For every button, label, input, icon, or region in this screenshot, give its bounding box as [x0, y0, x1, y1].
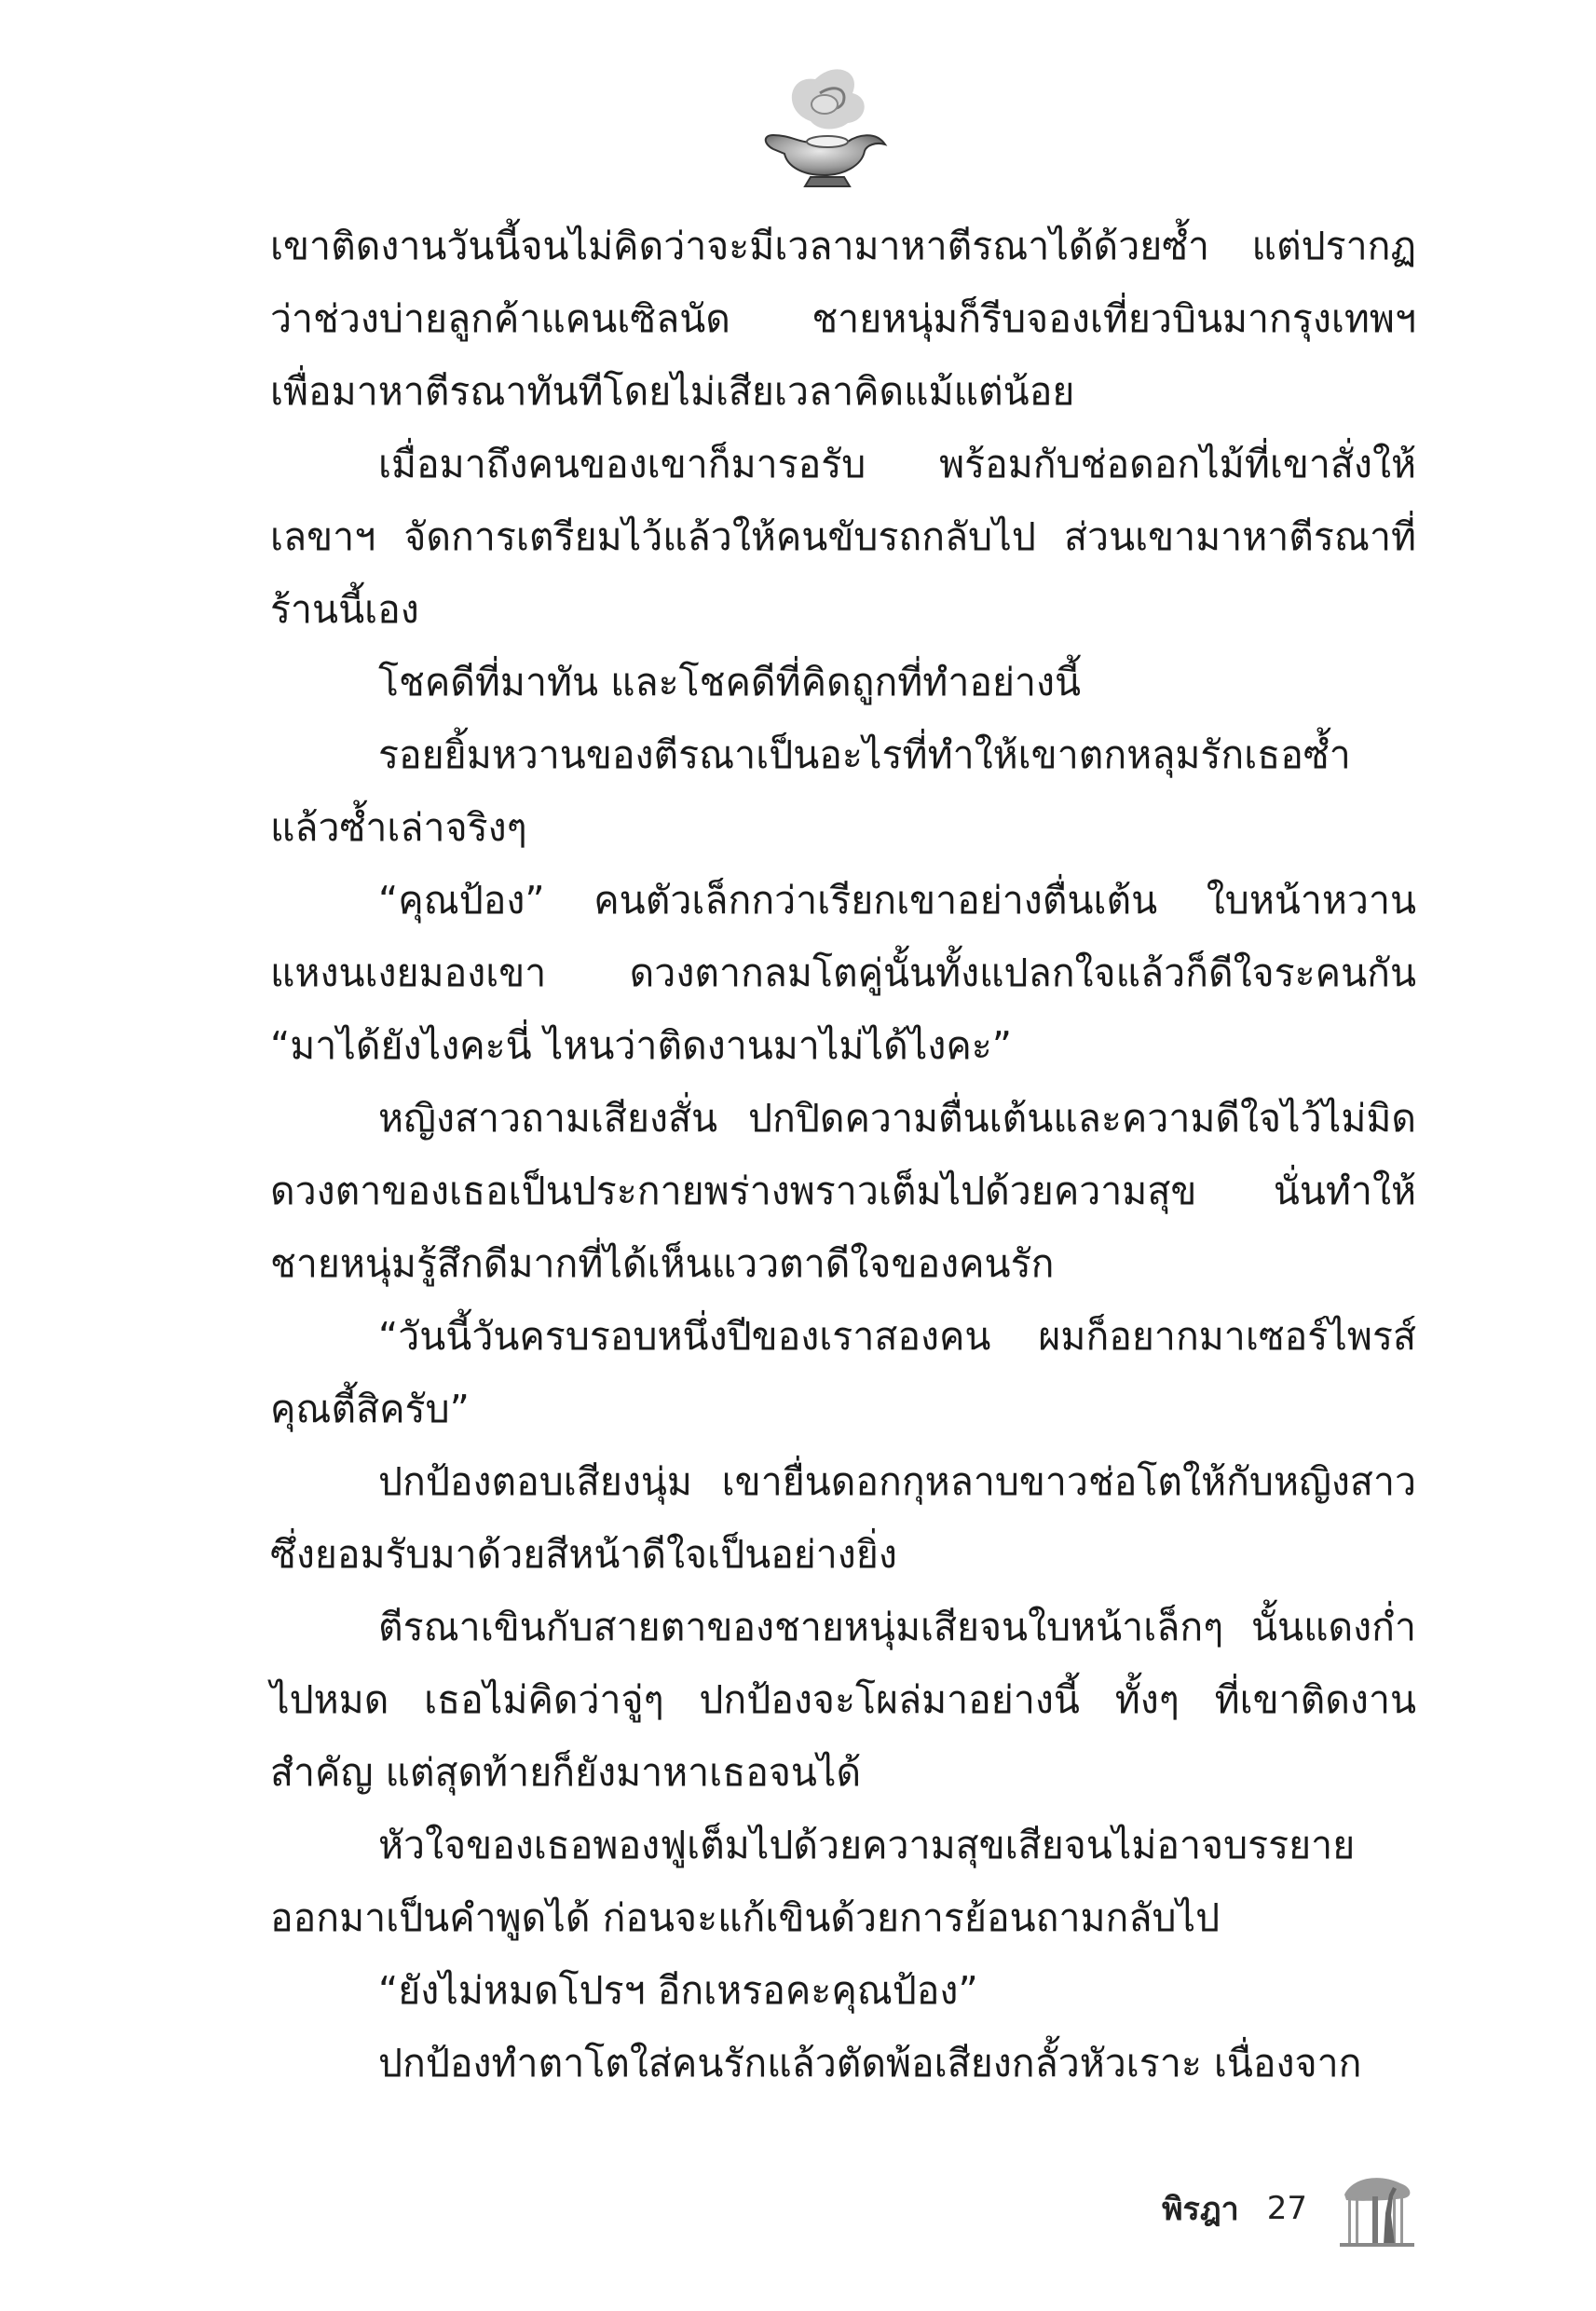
- paragraph-1: เขาติดงานวันนี้จนไม่คิดว่าจะมีเวลามาหาตีรณาได้ด้วยซ้ำ แต่ปรากฏว่าช่วงบ่ายลูกค้าแคนเซิลนัด ชายหนุ่มก็รีบจองเที่ยวบินมากรุงเทพฯ เพื่อมาหาตีรณาทันทีโดยไม่เสียเวลาคิดแม้แต่น้อย: [270, 224, 1416, 414]
- paragraph-4: รอยยิ้มหวานของตีรณาเป็นอะไรที่ทำให้เขาตกหลุมรักเธอซ้ำแล้วซ้ำเล่าจริงๆ: [270, 732, 1351, 850]
- giraffe-tree-icon: [1335, 2167, 1419, 2250]
- body-text: [270, 210, 1416, 2099]
- paragraph-5: “คุณป้อง” คนตัวเล็กกว่าเรียกเขาอย่างตื่นเต้น ใบหน้าหวานแหงนเงยมองเขา ดวงตากลมโตคู่นั้นทั้งแปลกใจแล้วก็ดีใจระคนกัน “มาได้ยังไงคะนี่ ไหนว่าติดงานมาไม่ได้ไงคะ”: [270, 878, 1416, 1068]
- paragraph-11: “ยังไม่หมดโปรฯ อีกเหรอคะคุณป้อง”: [378, 1968, 978, 2013]
- page-number: 27: [1266, 2190, 1307, 2227]
- paragraph-6: หญิงสาวถามเสียงสั่น ปกปิดความตื่นเต้นและความดีใจไว้ไม่มิด ดวงตาของเธอเป็นประกายพร่างพราวเต็มไปด้วยความสุข นั่นทำให้ชายหนุ่มรู้สึกดีมากที่ได้เห็นแววตาดีใจของคนรัก: [270, 1096, 1416, 1286]
- paragraph-3: โชคดีที่มาทัน และโชคดีที่คิดถูกที่ทำอย่างนี้: [378, 660, 1082, 704]
- paragraph-12: ปกป้องทำตาโตใส่คนรักแล้วตัดพ้อเสียงกลั้วหัวเราะ เนื่องจาก: [378, 2041, 1362, 2085]
- paragraph-10: หัวใจของเธอพองฟูเต็มไปด้วยความสุขเสียจนไม่อาจบรรยายออกมาเป็นคำพูดได้ ก่อนจะแก้เขินด้วยการย้อนถามกลับไป: [270, 1823, 1356, 1940]
- paragraph-9: ตีรณาเขินกับสายตาของชายหนุ่มเสียจนใบหน้าเล็กๆ นั้นแดงก่ำไปหมด เธอไม่คิดว่าจู่ๆ ปกป้องจะโผล่มาอย่างนี้ ทั้งๆ ที่เขาติดงานสำคัญ แต่สุดท้ายก็ยังมาหาเธอจนได้: [270, 1605, 1416, 1795]
- paragraph-7: “วันนี้วันครบรอบหนึ่งปีของเราสองคน ผมก็อยากมาเซอร์ไพรส์คุณตี้สิครับ”: [270, 1314, 1416, 1431]
- paragraph-2: เมื่อมาถึงคนของเขาก็มารอรับ พร้อมกับช่อดอกไม้ที่เขาสั่งให้เลขาฯ จัดการเตรียมไว้แล้วให้คนขับรถกลับไป ส่วนเขามาหาตีรณาที่ร้านนี้เอง: [270, 442, 1416, 632]
- page-footer: [1162, 2167, 1419, 2250]
- paragraph-8: ปกป้องตอบเสียงนุ่ม เขายื่นดอกกุหลาบขาวช่อโตให้กับหญิงสาว ซึ่งยอมรับมาด้วยสีหน้าดีใจเป็นอย่างยิ่ง: [270, 1459, 1416, 1577]
- footer-author: พิรฎา: [1162, 2191, 1239, 2228]
- genie-lamp-icon: [745, 56, 904, 196]
